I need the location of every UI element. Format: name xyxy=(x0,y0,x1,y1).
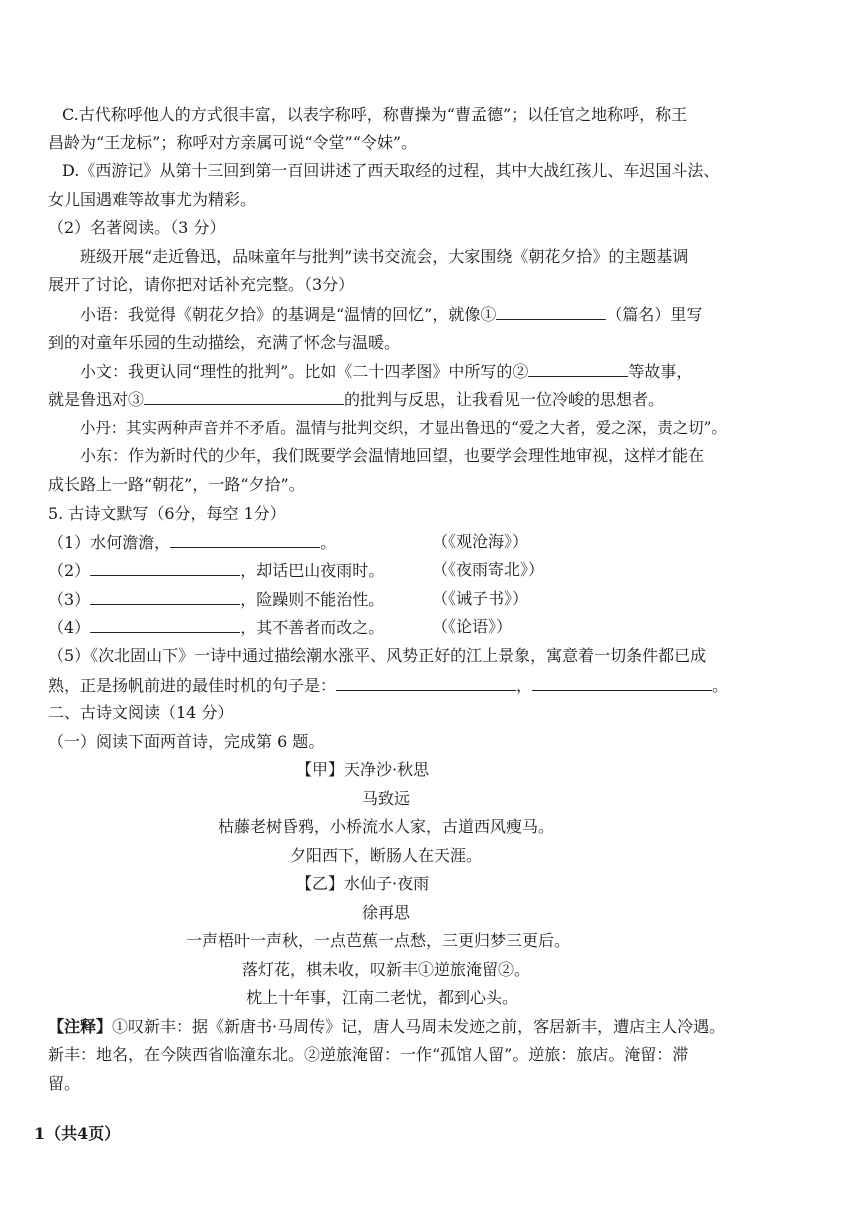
notes-text-1: ①叹新丰：据《新唐书·马周传》记，唐人马周未发迹之前，客居新丰，遭店主人冷遇。 xyxy=(112,1017,726,1036)
q5-item-3-num: （3） xyxy=(48,590,91,609)
q5-item-5-line-1: （5）《次北固山下》一诗中通过描绘潮水涨平、风势正好的江上景象，寓意着一切条件都已成 xyxy=(48,646,707,665)
q5-item-1-source: （《观沧海》） xyxy=(432,532,529,551)
dialogue-xiaodong-line-2: 成长路上一路“朝花”，一路“夕拾”。 xyxy=(48,475,305,494)
option-d-line-1: D.《西游记》从第十三回到第一百回讲述了西天取经的过程，其中大战红孩儿、车迟国斗法、 xyxy=(62,161,720,180)
xiaowen-text-b: 等故事， xyxy=(628,362,693,381)
dialogue-xiaodong-line-1: 小东：作为新时代的少年，我们既要学会温情地回望，也要学会理性地审视，这样才能在 xyxy=(80,446,705,465)
poem-b-title: 【乙】水仙子·夜雨 xyxy=(296,874,430,893)
notes-line-2: 新丰：地名，在今陕西省临潼东北。②逆旅淹留：一作“孤馆人留”。逆旅：旅店。淹留：滞 xyxy=(48,1045,689,1064)
q5-item-5-comma: ， xyxy=(516,676,533,695)
poem-a-author: 马致远 xyxy=(362,789,411,808)
xiaoyu-text-a: 小语：我觉得《朝花夕拾》的基调是“温情的回忆”，就像① xyxy=(80,305,497,324)
poem-b-line-2: 落灯花，棋未收，叹新丰①逆旅淹留②。 xyxy=(242,960,531,979)
poem-a-line-2: 夕阳西下，断肠人在天涯。 xyxy=(290,846,483,865)
q5-item-4-text: ，其不善者而改之。 xyxy=(240,618,385,637)
option-c-line-2: 昌龄为“王龙标”；称呼对方亲属可说“令堂”“令妹”。 xyxy=(48,133,418,152)
option-c-line-1: C.古代称呼他人的方式很丰富，以表字称呼，称曹操为“曹孟德”；以任官之地称呼，称王 xyxy=(62,105,688,124)
q5-blank-1[interactable] xyxy=(170,529,320,548)
q5-item-5-text: 熟，正是扬帆前进的最佳时机的句子是： xyxy=(48,676,337,695)
q5-item-2-text: ，却话巴山夜雨时。 xyxy=(240,561,385,580)
q5-item-1-text: （1）水何澹澹， xyxy=(48,533,171,552)
q5-item-4-source: （《论语》） xyxy=(432,617,513,636)
reading-intro-line-1: 班级开展“走近鲁迅，品味童年与批判”读书交流会，大家围绕《朝花夕拾》的主题基调 xyxy=(80,247,689,266)
q5-item-2 xyxy=(48,557,384,584)
q5-item-1-end: 。 xyxy=(320,533,337,552)
xiaowen-text-c: 就是鲁迅对③ xyxy=(48,390,145,409)
q5-blank-5[interactable] xyxy=(336,672,516,691)
answer-blank-1[interactable] xyxy=(496,301,606,320)
answer-blank-2[interactable] xyxy=(528,358,628,377)
notes-line-3: 留。 xyxy=(48,1074,81,1093)
q5-blank-4[interactable] xyxy=(90,614,240,633)
poem-b-author: 徐再思 xyxy=(362,903,411,922)
q5-item-3-source: （《诫子书》） xyxy=(432,589,529,608)
dialogue-xiaoyu-line-2: 到的对童年乐园的生动描绘，充满了怀念与温暖。 xyxy=(48,333,401,352)
dialogue-xiaodan: 小丹：其实两种声音并不矛盾。温情与批判交织，才显出鲁迅的“爱之大者，爱之深，责之切”。 xyxy=(80,419,727,437)
q5-item-2-source: （《夜雨寄北》） xyxy=(432,560,545,579)
poem-a-title: 【甲】天净沙·秋思 xyxy=(296,760,430,779)
q5-blank-3[interactable] xyxy=(90,586,240,605)
poem-a-line-1: 枯藤老树昏鸦，小桥流水人家，古道西风瘦马。 xyxy=(218,817,555,836)
dialogue-xiaoyu xyxy=(80,301,702,328)
q5-item-3-text: ，险躁则不能治性。 xyxy=(240,590,385,609)
option-d-line-2: 女儿国遇难等故事尤为精彩。 xyxy=(48,190,257,209)
dialogue-xiaowen xyxy=(80,358,692,385)
q5-item-1 xyxy=(48,529,336,556)
answer-blank-3[interactable] xyxy=(144,386,344,405)
q5-item-4 xyxy=(48,614,384,641)
poem-b-line-1: 一声梧叶一声秋，一点芭蕉一点愁，三更归梦三更后。 xyxy=(186,931,571,950)
q5-item-4-num: （4） xyxy=(48,618,91,637)
q5-item-2-num: （2） xyxy=(48,561,91,580)
q5-title: 5. 古诗文默写（6分，每空 1分） xyxy=(48,504,286,523)
section-2-sub-title: （一）阅读下面两首诗，完成第 6 题。 xyxy=(48,732,325,751)
xiaowen-text-a: 小文：我更认同“理性的批判”。比如《二十四孝图》中所写的② xyxy=(80,362,529,381)
q5-item-5-line-2 xyxy=(48,672,728,699)
page-number: 1（共4页） xyxy=(34,1124,121,1143)
xiaowen-text-d: 的批判与反思，让我看见一位冷峻的思想者。 xyxy=(344,390,665,409)
q5-item-3 xyxy=(48,586,384,613)
section-2-title: 二、古诗文阅读（14 分） xyxy=(48,703,234,722)
dialogue-xiaowen-line-2 xyxy=(48,386,664,413)
reading-section-title: （2）名著阅读。（3 分） xyxy=(48,218,226,237)
xiaoyu-text-b: （篇名）里写 xyxy=(606,305,703,324)
poem-b-line-3: 枕上十年事，江南二老忧，都到心头。 xyxy=(246,988,519,1007)
notes-line-1 xyxy=(48,1014,725,1040)
q5-blank-6[interactable] xyxy=(532,672,712,691)
reading-intro-line-2: 展开了讨论，请你把对话补充完整。（3分） xyxy=(48,275,355,294)
q5-item-5-end: 。 xyxy=(712,676,729,695)
q5-blank-2[interactable] xyxy=(90,557,240,576)
notes-label: 【注释】 xyxy=(48,1017,113,1036)
